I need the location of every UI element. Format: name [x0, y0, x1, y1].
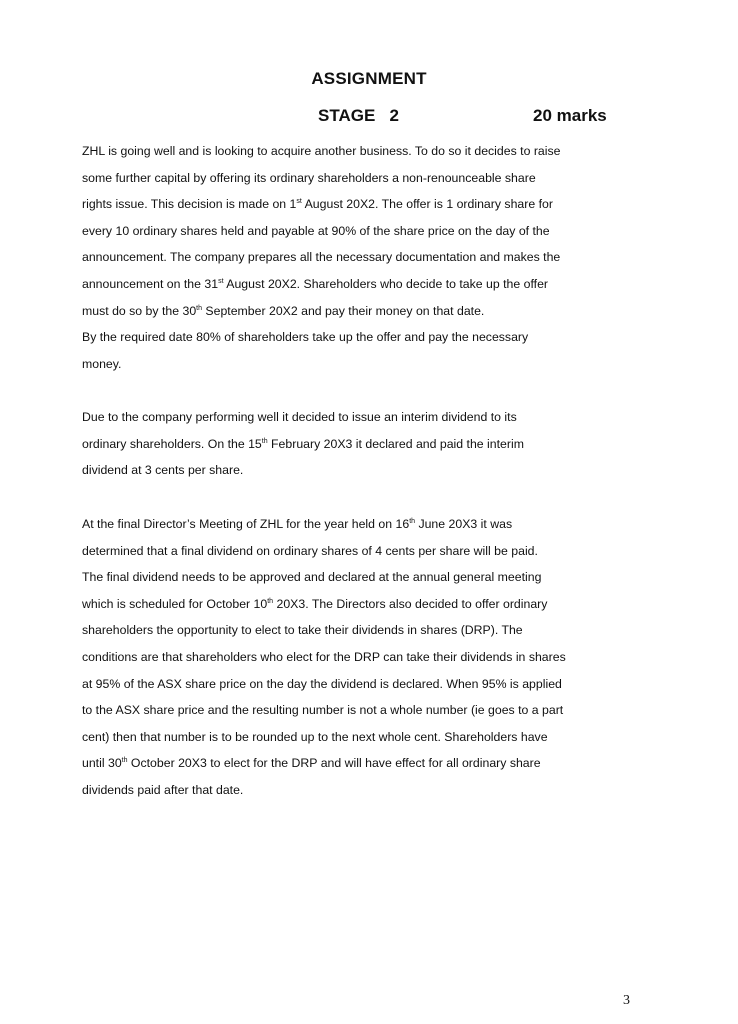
- line-text: August 20X2. Shareholders who decide to take up the offer: [223, 276, 549, 291]
- paragraph-line: [82, 644, 642, 671]
- line-text: August 20X2. The offer is 1 ordinary share for: [301, 197, 553, 212]
- stage-label: STAGE 2: [318, 106, 399, 125]
- line-text: cent) then that number is to be rounded up to the next whole cent. Shareholders have: [82, 729, 548, 744]
- line-text: At the final Director’s Meeting of ZHL for the year held on 16: [82, 517, 410, 531]
- paragraph-line: [82, 724, 642, 751]
- paragraph-rights-issue: [82, 138, 642, 377]
- line-text: which is scheduled for October 10: [82, 596, 268, 611]
- paragraph-line: [82, 457, 642, 484]
- line-text: September 20X2 and pay their money on that date.: [202, 303, 485, 318]
- line-text: until 30: [82, 756, 122, 771]
- assignment-title: ASSIGNMENT: [311, 69, 427, 88]
- paragraph-line: [82, 271, 642, 298]
- line-text: 20X3. The Directors also decided to offer ordinary: [273, 596, 548, 611]
- paragraph-line: [82, 697, 642, 724]
- line-text: dividends paid after that date.: [82, 782, 244, 797]
- paragraph-line: [82, 511, 642, 538]
- line-text: October 20X3 to elect for the DRP and will have effect for all ordinary share: [127, 756, 541, 771]
- paragraph-line: [82, 564, 642, 591]
- ordinal-suffix: th: [267, 597, 274, 605]
- ordinal-suffix: th: [409, 517, 416, 525]
- paragraph-line: [82, 218, 642, 245]
- line-text: determined that a final dividend on ordinary shares of 4 cents per share will be paid.: [82, 543, 538, 558]
- line-text: some further capital by offering its ordinary shareholders a non-renounceable share: [82, 170, 536, 185]
- line-text: ordinary shareholders. On the 15: [82, 436, 262, 451]
- paragraph-line: [82, 617, 642, 644]
- line-text: conditions are that shareholders who elect for the DRP can take their dividends in shares: [82, 649, 566, 664]
- paragraph-line: [82, 298, 642, 325]
- paragraph-line: [82, 591, 642, 618]
- line-text: ZHL is going well and is looking to acquire another business. To do so it decides to raise: [82, 144, 561, 158]
- paragraph-final-dividend: [82, 511, 642, 804]
- line-text: must do so by the 30: [82, 303, 197, 318]
- paragraph-line: [82, 538, 642, 565]
- line-text: June 20X3 it was: [415, 517, 513, 531]
- paragraph-interim-dividend: [82, 404, 642, 484]
- marks-label: 20 marks: [533, 106, 607, 125]
- line-text: announcement on the 31: [82, 276, 219, 291]
- paragraph-line: [82, 404, 642, 431]
- paragraph-line: [82, 324, 642, 351]
- paragraph-line: [82, 777, 642, 804]
- paragraph-line: [82, 165, 642, 192]
- line-text: shareholders the opportunity to elect to take their dividends in shares (DRP). The: [82, 623, 523, 638]
- line-text: rights issue. This decision is made on 1: [82, 197, 297, 212]
- paragraph-line: [82, 138, 642, 165]
- ordinal-suffix: th: [261, 437, 268, 445]
- paragraph-line: [82, 351, 642, 378]
- line-text: Due to the company performing well it decided to issue an interim dividend to its: [82, 410, 517, 424]
- ordinal-suffix: th: [196, 304, 202, 312]
- line-text: The final dividend needs to be approved and declared at the annual general meeting: [82, 570, 542, 585]
- paragraph-line: [82, 191, 642, 218]
- line-text: money.: [82, 356, 122, 371]
- paragraph-line: [82, 750, 642, 777]
- line-text: By the required date 80% of shareholders take up the offer and pay the necessary: [82, 330, 529, 345]
- ordinal-suffix: st: [218, 277, 224, 285]
- line-text: at 95% of the ASX share price on the day the dividend is declared. When 95% is applied: [82, 676, 562, 691]
- line-text: February 20X3 it declared and paid the interim: [267, 436, 524, 451]
- ordinal-suffix: st: [296, 198, 302, 206]
- page-number: 3: [623, 993, 630, 1008]
- paragraph-line: [82, 431, 642, 458]
- line-text: every 10 ordinary shares held and payable at 90% of the share price on the day of the: [82, 223, 550, 238]
- line-text: announcement. The company prepares all the necessary documentation and makes the: [82, 250, 561, 265]
- paragraph-line: [82, 244, 642, 271]
- ordinal-suffix: th: [121, 757, 128, 765]
- line-text: dividend at 3 cents per share.: [82, 463, 244, 478]
- paragraph-line: [82, 671, 642, 698]
- line-text: to the ASX share price and the resulting number is not a whole number (ie goes to a part: [82, 703, 564, 718]
